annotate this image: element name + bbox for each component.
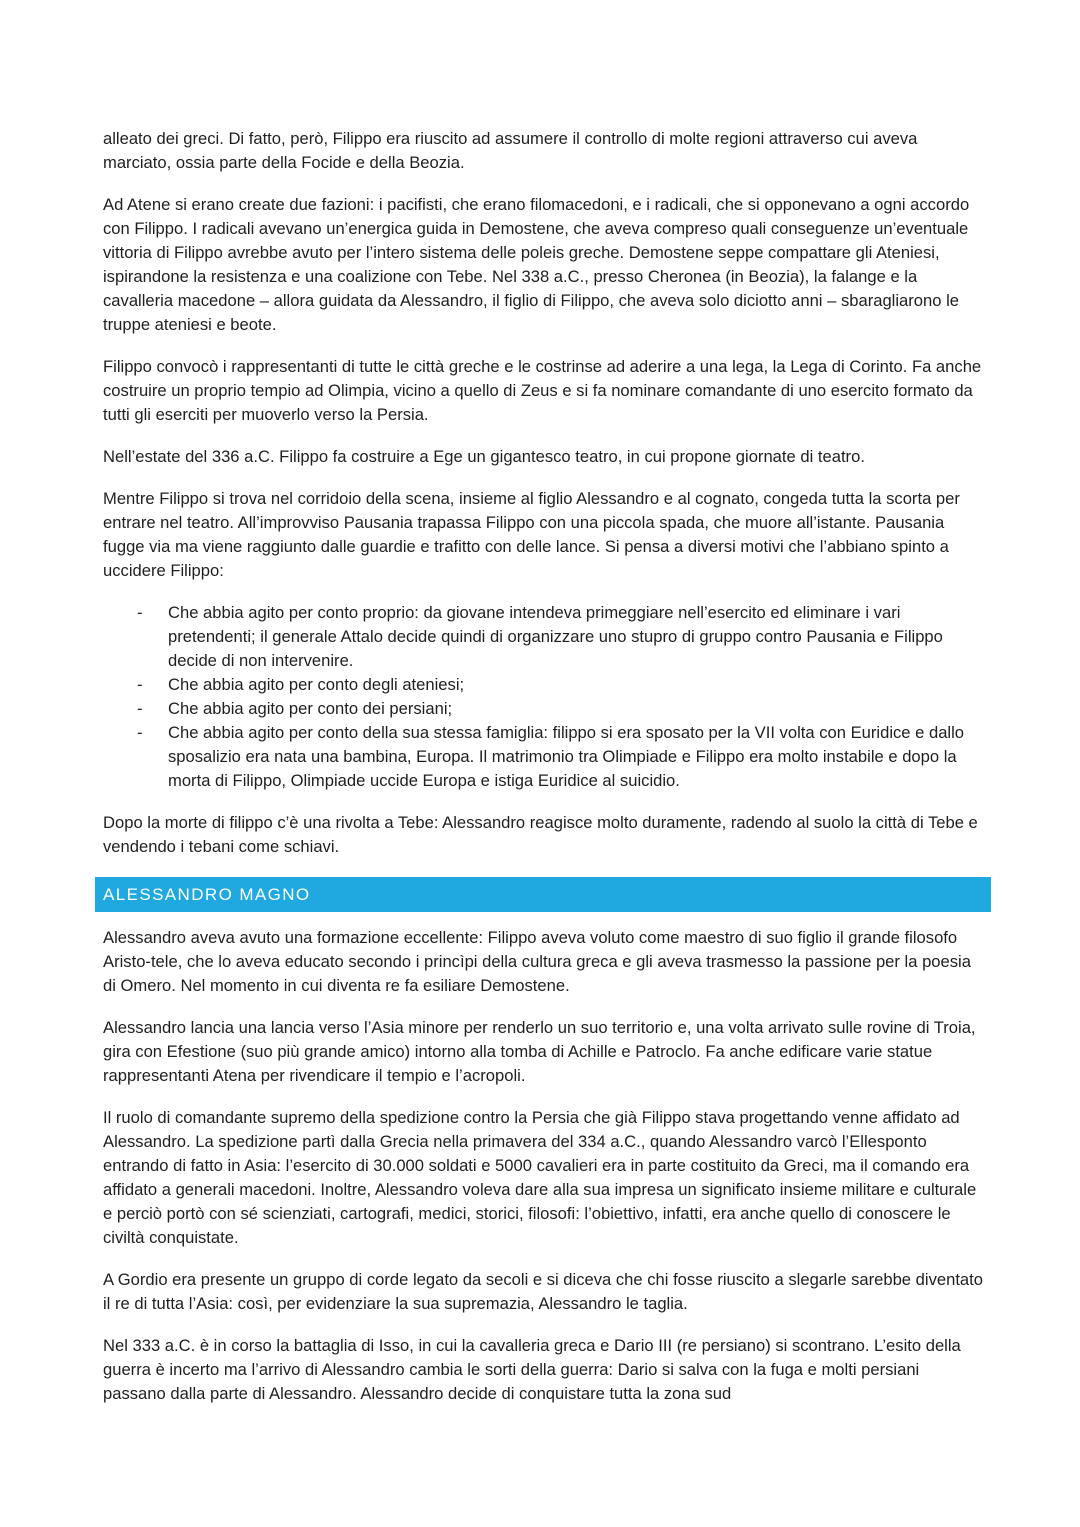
paragraph-morte-filippo: Mentre Filippo si trova nel corridoio della scena, insieme al figlio Alessandro e al cognato, congeda tutta la scorta per entrare nel teatro. All’improvviso Pausania trapassa Filippo con una piccola spada, che muore all’istante. Pausania fugge via ma viene raggiunto dalle guardie e trafitto con delle lance. Si pensa a diversi motivi che l’abbiano spinto a uccidere Filippo: bbox=[103, 489, 960, 580]
paragraph-gordio: A Gordio era presente un gruppo di corde legato da secoli e si diceva che chi fosse riuscito a slegarle sarebbe diventato il re di tutta l’Asia: così, per evidenziare la sua supremazia, Alessandro le taglia. bbox=[103, 1270, 983, 1313]
paragraph-formazione: Alessandro aveva avuto una formazione eccellente: Filippo aveva voluto come maestro di suo figlio il grande filosofo Aristo-tele, che lo aveva educato secondo i princìpi della cultura greca e gli aveva trasmesso la passione per la poesia di Omero. Nel momento in cui diventa re fa esiliare Demostene. bbox=[103, 928, 971, 995]
section-heading: ALESSANDRO MAGNO bbox=[103, 885, 311, 904]
paragraph-filippo-control: alleato dei greci. Di fatto, però, Filippo era riuscito ad assumere il controllo di molte regioni attraverso cui aveva marciato, ossia parte della Focide e della Beozia. bbox=[103, 129, 918, 172]
paragraph-rivolta-tebe: Dopo la morte di filippo c’è una rivolta a Tebe: Alessandro reagisce molto duramente, radendo al suolo la città di Tebe e vendendo i tebani come schiavi. bbox=[103, 813, 978, 856]
paragraph-isso: Nel 333 a.C. è in corso la battaglia di Isso, in cui la cavalleria greca e Dario III (re persiano) si scontrano. L’esito della guerra è incerto ma l’arrivo di Alessandro cambia le sorti della guerra: Dario si salva con la fuga e molti persiani passano dalla parte di Alessandro. Alessandro decide di conquistare tutta la zona sud bbox=[103, 1336, 961, 1403]
list-item: - Che abbia agito per conto proprio: da giovane intendeva primeggiare nell’esercito ed eliminare i vari pretendenti; il generale Attalo decide quindi di organizzare uno stupro di gruppo contro Pausania e Filippo decide di non intervenire. bbox=[168, 601, 983, 673]
paragraph-spedizione: Il ruolo di comandante supremo della spedizione contro la Persia che già Filippo stava progettando venne affidato ad Alessandro. La spedizione partì dalla Grecia nella primavera del 334 a.C., quando Alessandro varcò l’Ellesponto entrando di fatto in Asia: l’esercito di 30.000 soldati e 5000 cavalieri era in parte costituito da Greci, ma il comando era affidato a generali macedoni. Inoltre, Alessandro voleva dare alla sua impresa un significato insieme militare e culturale e perciò portò con sé scienziati, cartografi, medici, storici, filosofi: l’obiettivo, infatti, era anche quello di conoscere le civiltà conquistate. bbox=[103, 1108, 977, 1247]
list-item: - Che abbia agito per conto dei persiani; bbox=[168, 697, 983, 721]
list-item: - Che abbia agito per conto degli ateniesi; bbox=[168, 673, 983, 697]
paragraph-lega-corinto: Filippo convocò i rappresentanti di tutte le città greche e le costrinse ad aderire a una lega, la Lega di Corinto. Fa anche costruire un proprio tempio ad Olimpia, vicino a quello di Zeus e si fa nominare comandante di uno esercito formato da tutti gli eserciti per muoverlo verso la Persia. bbox=[103, 357, 982, 424]
paragraph-teatro-ege: Nell’estate del 336 a.C. Filippo fa costruire a Ege un gigantesco teatro, in cui propone giornate di teatro. bbox=[103, 447, 865, 466]
motives-list bbox=[103, 601, 983, 793]
document-page bbox=[103, 127, 983, 1424]
paragraph-asia-minore: Alessandro lancia una lancia verso l’Asia minore per renderlo un suo territorio e, una volta arrivato sulle rovine di Troia, gira con Efestione (suo più grande amico) intorno alla tomba di Achille e Patroclo. Fa anche edificare varie statue rappresentanti Atena per rivendicare il tempio e l’acropoli. bbox=[103, 1018, 976, 1085]
list-item: - Che abbia agito per conto della sua stessa famiglia: filippo si era sposato per la VII volta con Euridice e dallo sposalizio era nata una bambina, Europa. Il matrimonio tra Olimpiade e Filippo era molto instabile e dopo la morta di Filippo, Olimpiade uccide Europa e istiga Euridice al suicidio. bbox=[168, 721, 983, 793]
section-heading-band bbox=[95, 877, 991, 912]
paragraph-atene-fazioni: Ad Atene si erano create due fazioni: i pacifisti, che erano filomacedoni, e i radicali, che si opponevano a ogni accordo con Filippo. I radicali avevano un’energica guida in Demostene, che aveva compreso quali conseguenze un’eventuale vittoria di Filippo avrebbe avuto per l’intero sistema delle poleis greche. Demostene seppe compattare gli Ateniesi, ispirandone la resistenza e una coalizione con Tebe. Nel 338 a.C., presso Cheronea (in Beozia), la falange e la cavalleria macedone – allora guidata da Alessandro, il figlio di Filippo, che aveva solo diciotto anni – sbaragliarono le truppe ateniesi e beote. bbox=[103, 195, 970, 334]
